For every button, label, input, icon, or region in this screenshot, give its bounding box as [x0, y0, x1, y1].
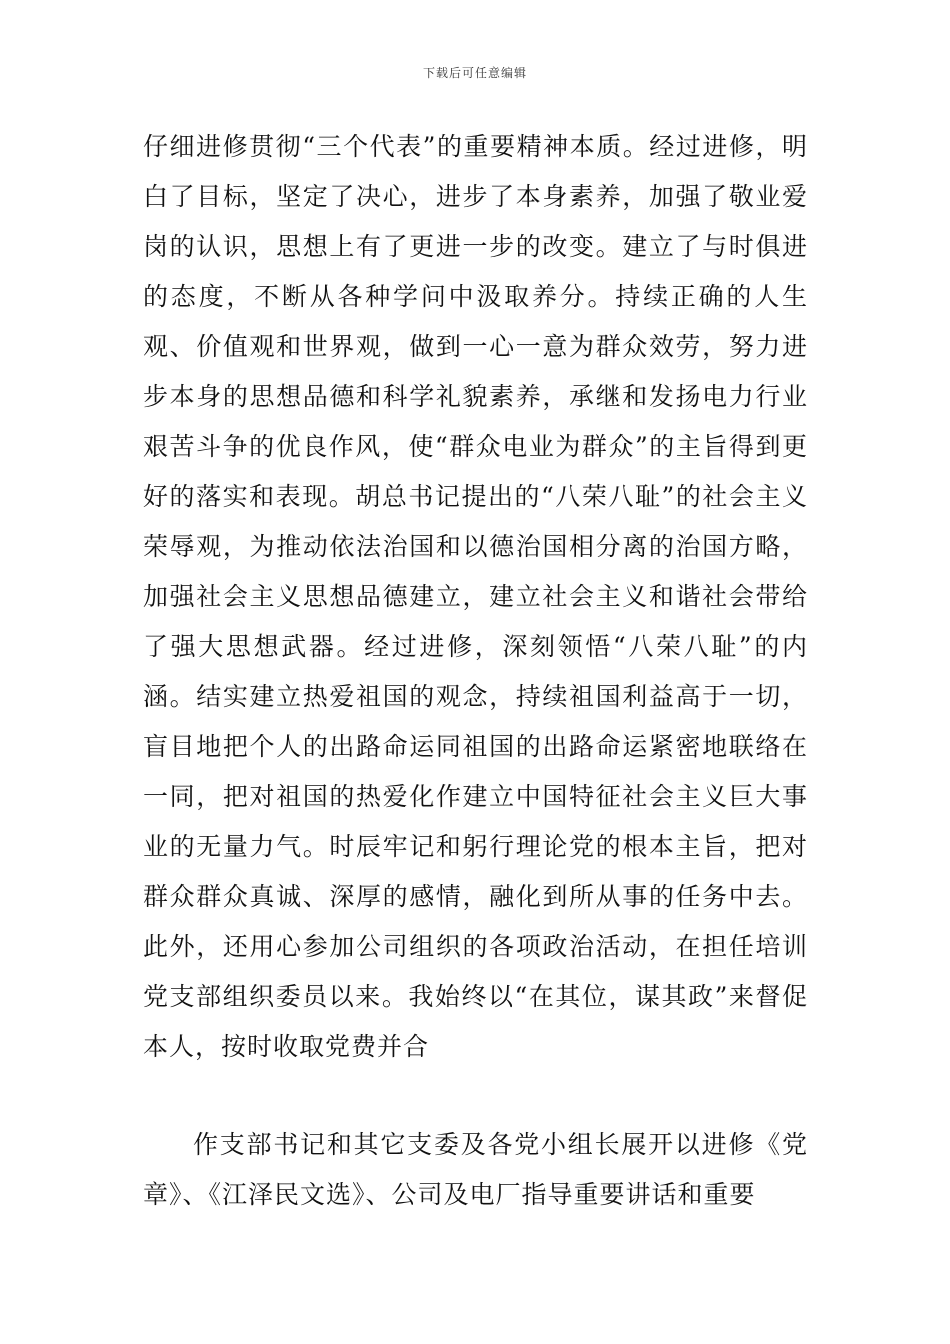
page-header: 下载后可任意编辑 [422, 66, 527, 80]
body-paragraph-1: 仔细进修贯彻“三个代表”的重要精神本质。经过进修，明白了目标，坚定了决心，进步了本身素养，加强了敬业爱岗的认识，思想上有了更进一步的改变。建立了与时俱进的态度，不断从各种学问中汲取养分。持续正确的人生观、价值观和世界观，做到一心一意为群众效劳，努力进步本身的思想品德和科学礼貌素养，承继和发扬电力行业艰苦斗争的优良作风，使“群众电业为群众”的主旨得到更好的落实和表现。胡总书记提出的“八荣八耻”的社会主义荣辱观，为推动依法治国和以德治国相分离的治国方略，加强社会主义思想品德建立，建立社会主义和谐社会带给了强大思想武器。经过进修，深刻领悟“八荣八耻”的内涵。结实建立热爱祖国的观念，持续祖国利益高于一切，盲目地把个人的出路命运同祖国的出路命运紧密地联络在一同，把对祖国的热爱化作建立中国特征社会主义巨大事业的无量力气。时辰牢记和躬行理论党的根本主旨，把对群众群众真诚、深厚的感情，融化到所从事的任务中去。此外，还用心参加公司组织的各项政治活动，在担任培训党支部组织委员以来。我始终以“在其位，谋其政”来督促本人，按时收取党费并合 [143, 132, 808, 1061]
body-paragraph-2: 作支部书记和其它支委及各党小组长展开以进修《党章》、《江泽民文选》、公司及电厂指导重要讲话和重要 [143, 1130, 808, 1209]
